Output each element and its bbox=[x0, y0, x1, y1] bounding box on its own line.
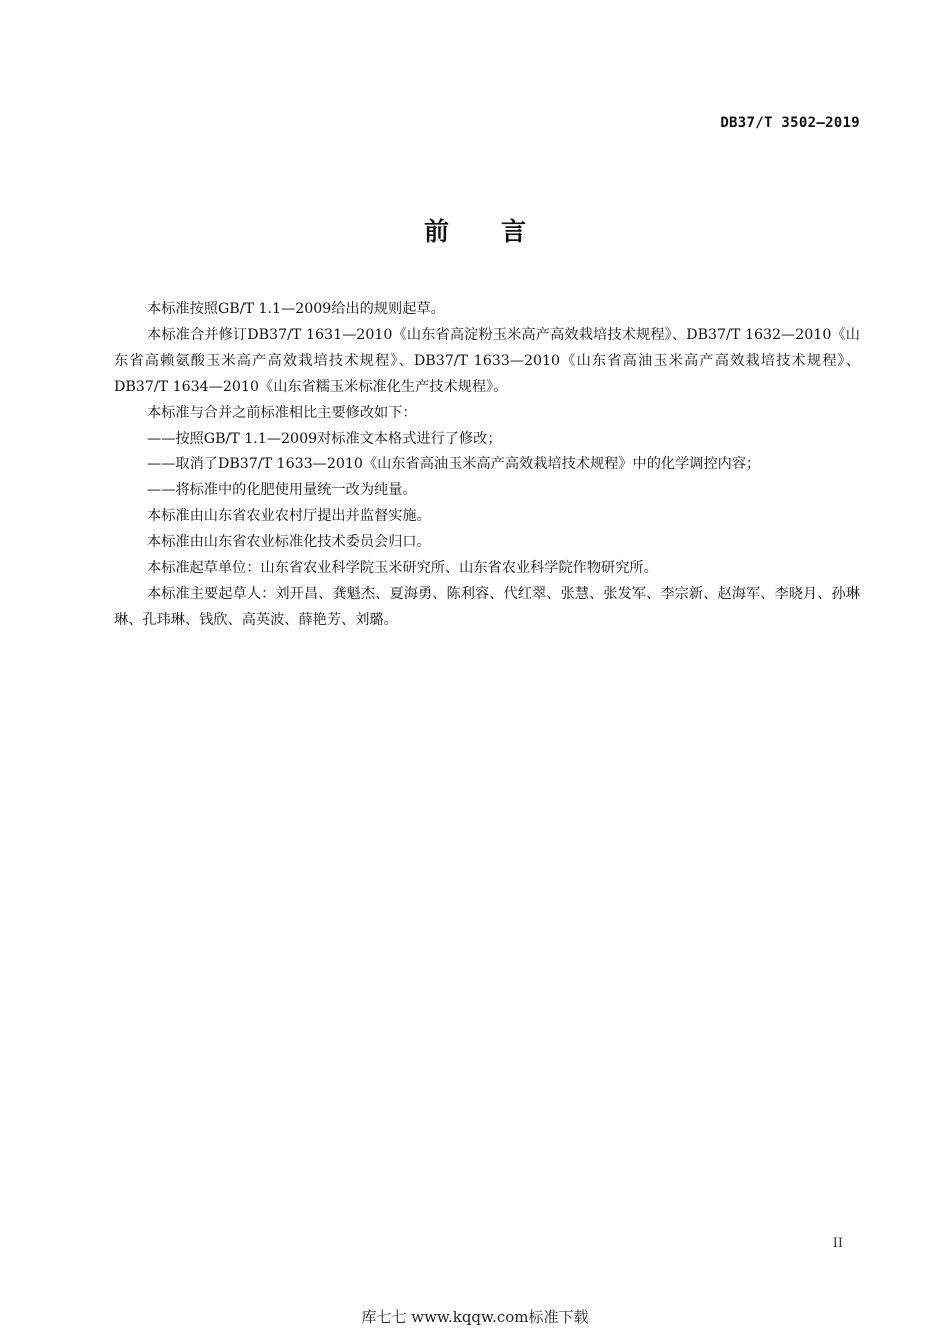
foreword-body bbox=[114, 297, 860, 634]
paragraph-drafting-rules: 本标准按照GB/T 1.1—2009给出的规则起草。 bbox=[147, 301, 445, 317]
paragraph-drafting-units: 本标准起草单位：山东省农业科学院玉米研究所、山东省农业科学院作物研究所。 bbox=[147, 560, 658, 577]
page-number: II bbox=[832, 1236, 843, 1251]
paragraph-change-chemical: ——取消了DB37/T 1633—2010《山东省高油玉米高产高效栽培技术规程》中的化学调控内容； bbox=[147, 456, 761, 473]
paragraph-changes-intro: 本标准与合并之前标准相比主要修改如下： bbox=[147, 404, 417, 421]
paragraph-committee: 本标准由山东省农业标准化技术委员会归口。 bbox=[147, 534, 431, 551]
title-char-2: 言 bbox=[501, 217, 527, 246]
page-title bbox=[0, 212, 950, 248]
title-char-1: 前 bbox=[423, 217, 449, 246]
paragraph-merged-standards: 本标准合并修订DB37/T 1631—2010《山东省高淀粉玉米高产高效栽培技术规程》、DB37/T 1632—2010《山东省高赖氨酸玉米高产高效栽培技术规程》、DB37/T 1633—2010《山东省高油玉米高产高效栽培技术规程》、DB37/T 1634—2010《山东省糯玉米标准化生产技术规程》。 bbox=[114, 326, 860, 395]
paragraph-change-fertilizer: ——将标准中的化肥使用量统一改为纯量。 bbox=[147, 482, 417, 499]
footer-watermark: 库七七 www.kqqw.com标准下载 bbox=[361, 1308, 589, 1326]
paragraph-change-format: ——按照GB/T 1.1—2009对标准文本格式进行了修改； bbox=[147, 430, 502, 447]
paragraph-proposer: 本标准由山东省农业农村厅提出并监督实施。 bbox=[147, 508, 431, 525]
document-code: DB37/T 3502—2019 bbox=[720, 115, 860, 131]
paragraph-drafters: 本标准主要起草人：刘开昌、龚魁杰、夏海勇、陈利容、代红翠、张慧、张发军、李宗新、赵海军、李晓月、孙琳琳、孔玮琳、钱欣、高英波、薛艳芳、刘璐。 bbox=[114, 585, 860, 628]
